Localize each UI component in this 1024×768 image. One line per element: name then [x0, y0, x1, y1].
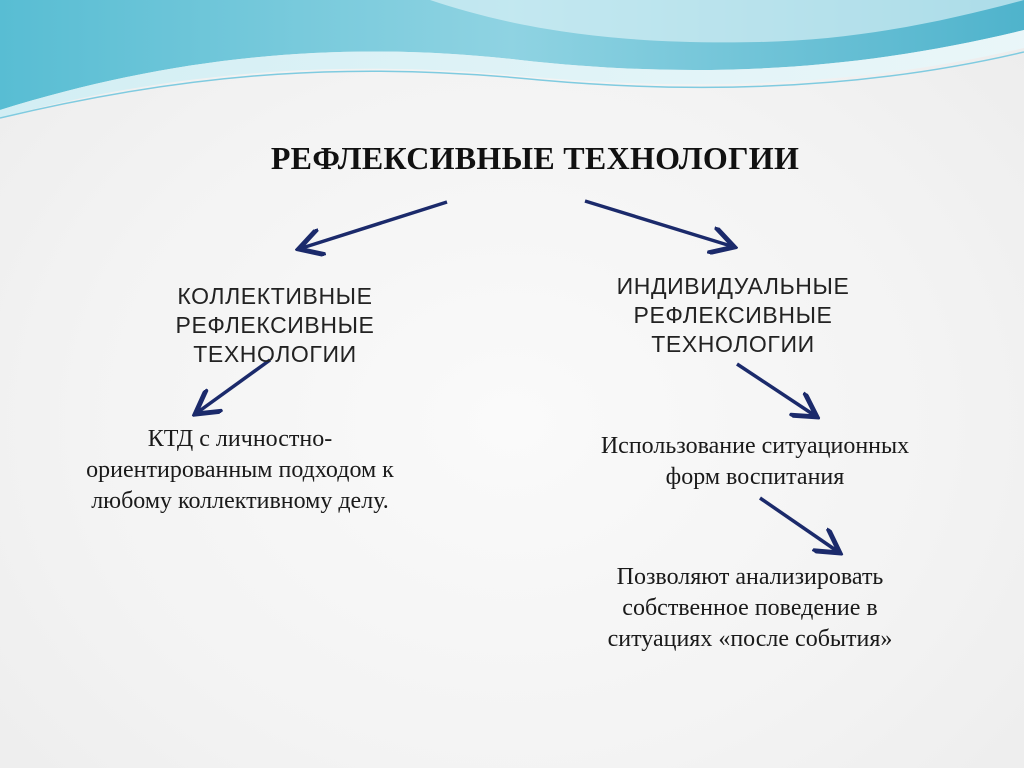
right-heading-line: РЕФЛЕКСИВНЫЕ — [633, 302, 833, 328]
right-branch-detail — [560, 431, 950, 493]
left-detail-line: КТД с личностно- — [147, 426, 333, 452]
left-heading-line: ТЕХНОЛОГИИ — [193, 341, 357, 367]
left-branch-detail — [40, 424, 440, 517]
right-result-line: Позволяют анализировать — [616, 564, 884, 590]
right-result-line: собственное поведение в — [622, 595, 878, 621]
right-detail-line: форм воспитания — [665, 464, 845, 490]
right-heading-line: ТЕХНОЛОГИИ — [651, 331, 815, 357]
left-heading-line: КОЛЛЕКТИВНЫЕ — [177, 283, 373, 309]
left-branch-heading — [130, 282, 420, 369]
arrow-title-to-left — [302, 202, 447, 248]
left-detail-line: ориентированным подходом к — [86, 457, 394, 483]
arrow-title-to-right — [585, 201, 731, 246]
diagram-title: РЕФЛЕКСИВНЫЕ ТЕХНОЛОГИИ — [270, 140, 800, 176]
right-heading-line: ИНДИВИДУАЛЬНЫЕ — [616, 273, 850, 299]
left-detail-line: любому коллективному делу. — [91, 488, 389, 514]
right-branch-heading — [585, 272, 881, 359]
arrow-right-to-detail — [737, 364, 814, 415]
arrow-detail-to-result — [760, 498, 837, 551]
right-branch-result — [565, 562, 935, 655]
right-result-line: ситуациях «после события» — [607, 626, 893, 652]
left-heading-line: РЕФЛЕКСИВНЫЕ — [175, 312, 375, 338]
right-detail-line: Использование ситуационных — [600, 433, 910, 459]
